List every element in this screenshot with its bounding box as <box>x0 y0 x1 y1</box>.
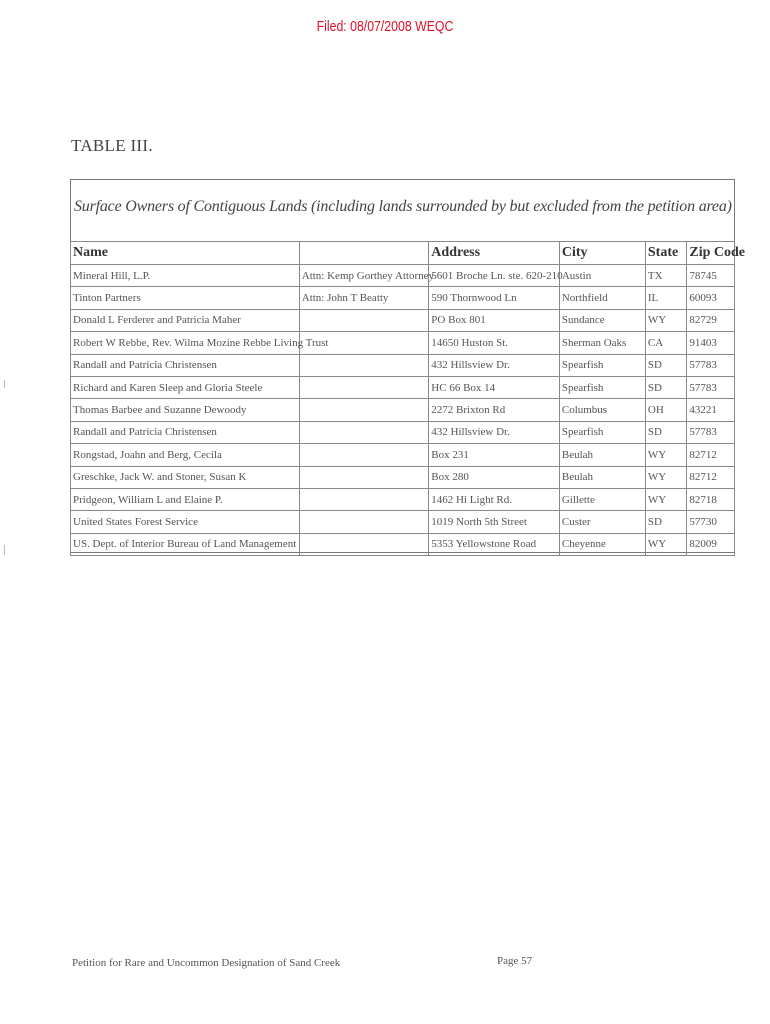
table-row <box>71 376 735 398</box>
cell-zip-code: 78745 <box>687 265 735 287</box>
cell-state: WY <box>645 309 687 331</box>
cell-city: Beulah <box>559 444 645 466</box>
cell-city: Columbus <box>559 399 645 421</box>
cell-state: CA <box>645 332 687 354</box>
cell-state: OH <box>645 399 687 421</box>
cell-city: Spearfish <box>559 376 645 398</box>
table-row <box>71 265 735 287</box>
table-row <box>71 309 735 331</box>
cell-state: WY <box>645 444 687 466</box>
cell-address: 5601 Broche Ln. ste. 620-210 <box>429 265 560 287</box>
cell-address: 432 Hillsview Dr. <box>429 421 560 443</box>
cell-name: Donald L Ferderer and Patricia Maher <box>71 309 300 331</box>
table-row <box>71 354 735 376</box>
cell-city: Austin <box>559 265 645 287</box>
cell-attention <box>299 354 429 376</box>
cell-city: Sherman Oaks <box>559 332 645 354</box>
cell-zip-code: 82009 <box>687 533 735 555</box>
cell-zip-code: 57783 <box>687 421 735 443</box>
cell-name: Mineral Hill, L.P. <box>71 265 300 287</box>
cell-address: Box 280 <box>429 466 560 488</box>
cell-attention <box>299 444 429 466</box>
cell-zip-code: 57730 <box>687 511 735 533</box>
cell-zip-code: 82729 <box>687 309 735 331</box>
cell-city: Gillette <box>559 488 645 510</box>
cell-name: Richard and Karen Sleep and Gloria Steele <box>71 376 300 398</box>
cell-city: Custer <box>559 511 645 533</box>
cell-zip-code: 43221 <box>687 399 735 421</box>
cell-name: Randall and Patricia Christensen <box>71 354 300 376</box>
column-header-attention <box>299 242 429 265</box>
cell-attention <box>299 309 429 331</box>
cell-city: Spearfish <box>559 354 645 376</box>
cell-address: PO Box 801 <box>429 309 560 331</box>
cell-zip-code: 82712 <box>687 444 735 466</box>
cell-city: Beulah <box>559 466 645 488</box>
cell-name: Robert W Rebbe, Rev. Wilma Mozine Rebbe Living Trust <box>71 332 300 354</box>
cell-address: 1462 Hi Light Rd. <box>429 488 560 510</box>
cell-attention: Attn: John T Beatty <box>299 287 429 309</box>
cell-attention <box>299 399 429 421</box>
cell-name: Pridgeon, William L and Elaine P. <box>71 488 300 510</box>
table-row <box>71 466 735 488</box>
table-row <box>71 287 735 309</box>
filed-stamp: Filed: 08/07/2008 WEQC <box>316 18 454 35</box>
table-row <box>71 444 735 466</box>
owners-table <box>70 241 746 556</box>
cell-name: US. Dept. of Interior Bureau of Land Management <box>71 533 300 555</box>
cell-city: Northfield <box>559 287 645 309</box>
cell-address: Box 231 <box>429 444 560 466</box>
cell-name: Randall and Patricia Christensen <box>71 421 300 443</box>
cell-attention <box>299 488 429 510</box>
cell-attention <box>299 533 429 555</box>
footer-page-number: Page 57 <box>497 955 533 967</box>
cell-state: SD <box>645 376 687 398</box>
cell-attention <box>299 421 429 443</box>
cell-state: WY <box>645 533 687 555</box>
column-header-zip-code: Zip Code <box>687 242 735 265</box>
cell-zip-code: 82712 <box>687 466 735 488</box>
cell-city: Spearfish <box>559 421 645 443</box>
table-caption: Surface Owners of Contiguous Lands (including lands surrounded by but excluded from the petition area) <box>74 198 732 215</box>
cell-attention <box>299 376 429 398</box>
table-row <box>71 511 735 533</box>
cell-city: Cheyenne <box>559 533 645 555</box>
table-row <box>71 421 735 443</box>
cell-state: SD <box>645 421 687 443</box>
cell-state: TX <box>645 265 687 287</box>
cell-zip-code: 91403 <box>687 332 735 354</box>
cell-state: WY <box>645 488 687 510</box>
cell-attention <box>299 466 429 488</box>
cell-city: Sundance <box>559 309 645 331</box>
footer-document-title: Petition for Rare and Uncommon Designation of Sand Creek <box>72 957 341 969</box>
table-header-row <box>71 242 735 265</box>
cell-address: 432 Hillsview Dr. <box>429 354 560 376</box>
table-row <box>71 399 735 421</box>
cell-state: SD <box>645 511 687 533</box>
cell-zip-code: 82718 <box>687 488 735 510</box>
column-header-name: Name <box>71 242 300 265</box>
column-header-address: Address <box>429 242 560 265</box>
table-row <box>71 332 735 354</box>
cell-zip-code: 57783 <box>687 354 735 376</box>
column-header-city: City <box>559 242 645 265</box>
cell-state: IL <box>645 287 687 309</box>
column-header-state: State <box>645 242 687 265</box>
cell-address: 590 Thornwood Ln <box>429 287 560 309</box>
cell-name: Tinton Partners <box>71 287 300 309</box>
cell-name: Thomas Barbee and Suzanne Dewoody <box>71 399 300 421</box>
cell-name: United States Forest Service <box>71 511 300 533</box>
cell-attention: Attn: Kemp Gorthey Attorney <box>299 265 429 287</box>
cell-state: SD <box>645 354 687 376</box>
cell-state: WY <box>645 466 687 488</box>
cell-address: 5353 Yellowstone Road <box>429 533 560 555</box>
cell-address: 2272 Brixton Rd <box>429 399 560 421</box>
scan-mark <box>4 380 5 388</box>
scan-mark <box>4 545 5 555</box>
cell-address: HC 66 Box 14 <box>429 376 560 398</box>
cell-address: 14650 Huston St. <box>429 332 560 354</box>
cell-zip-code: 60093 <box>687 287 735 309</box>
cell-zip-code: 57783 <box>687 376 735 398</box>
cell-name: Rongstad, Joahn and Berg, Cecila <box>71 444 300 466</box>
table-row <box>71 488 735 510</box>
cell-attention <box>299 511 429 533</box>
cell-address: 1019 North 5th Street <box>429 511 560 533</box>
table-title: TABLE III. <box>71 136 153 155</box>
table-row <box>71 533 735 555</box>
cell-name: Greschke, Jack W. and Stoner, Susan K <box>71 466 300 488</box>
